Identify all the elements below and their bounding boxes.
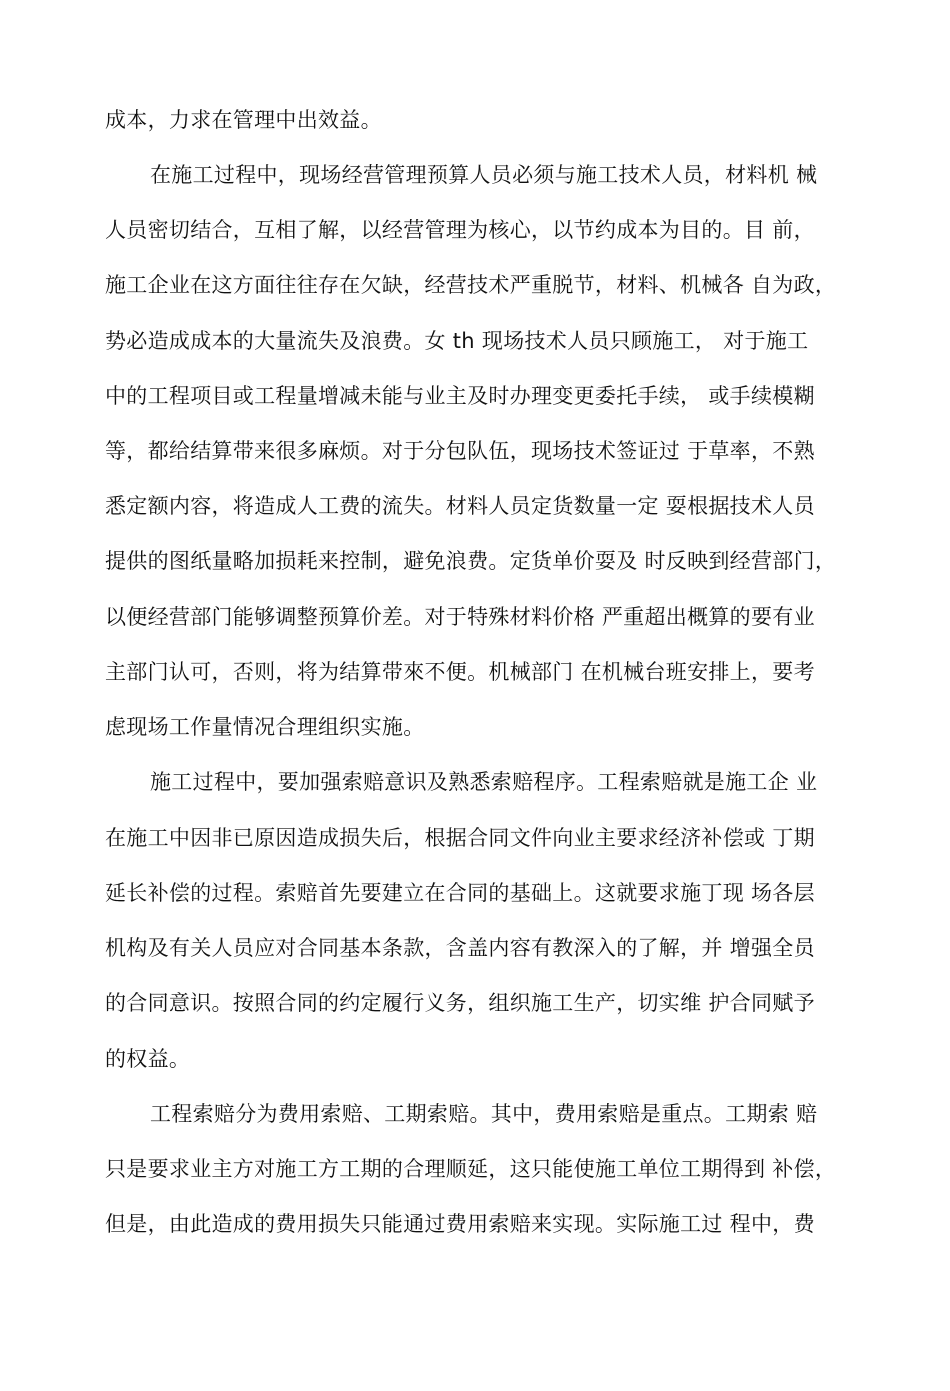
text-line: 机构及有关人员应对合同基本条款，含盖内容有教深入的了解，并 增强全员 — [105, 936, 815, 960]
text-line: 延长补偿的过程。索赔首先要建立在合同的基础上。这就要求施丁现 场各层 — [105, 881, 815, 905]
text-line: 等，都给结算带来很多麻烦。对于分包队伍，现场技术签证过 于草率，不熟 — [105, 439, 815, 463]
text-line: 提供的图纸量略加损耗来控制，避免浪费。定货单价耍及 时反映到经营部门， — [105, 549, 837, 573]
text-line: 主部门认可，否则，将为结算带來不便。机械部门 在机械台班安排上，要考 — [105, 660, 815, 684]
text-line: 虑现场工作量情况合理组织实施。 — [105, 715, 425, 739]
text-line: 的权益。 — [105, 1047, 191, 1071]
text-line: 但是，由此造成的费用损失只能通过费用索赔来实现。实际施工过 程中，费 — [105, 1212, 815, 1236]
text-line: 以便经营部门能够调整预算价差。对于特殊材料价格 严重超出概算的要有业 — [105, 605, 815, 629]
text-line: 施工企业在这方面往往存在欠缺，经营技术严重脱节，材料、机械各 自为政， — [105, 273, 837, 297]
text-line: 人员密切结合，互相了解，以经营管理为核心，以节约成本为目的。目 前， — [105, 218, 815, 242]
paragraph-start-line: 在施工过程中，现场经营管理预算人员必须与施工技术人员，材料机 械 — [150, 163, 818, 187]
text-line: 的合同意识。按照合同的约定履行义务，组织施工生产，切实维 护合同赋予 — [105, 991, 815, 1015]
paragraph-start-line: 施工过程中，要加强索赔意识及熟悉索赔程序。工程索赔就是施工企 业 — [150, 770, 818, 794]
text-line: 成本，力求在管理中出效益。 — [105, 108, 382, 132]
text-line: 悉定额内容，将造成人工费的流失。材料人员定货数量一定 耍根据技术人员 — [105, 494, 815, 518]
text-line: 在施工中因非已原因造成损失后，根据合同文件向业主要求经济补偿或 丁期 — [105, 826, 815, 850]
text-line: 势必造成成本的大量流失及浪费。女 th 现场技术人员只顾施工， 对于施工 — [105, 329, 809, 353]
text-line: 中的工程项目或工程量增减未能与业主及时办理变更委托手续， 或手续模糊 — [105, 384, 815, 408]
paragraph-start-line: 工程索赔分为费用索赔、工期索赔。其中，费用索赔是重点。工期索 赔 — [150, 1102, 818, 1126]
text-line: 只是要求业主方对施工方工期的合理顺延，这只能使施工单位工期得到 补偿， — [105, 1157, 837, 1181]
